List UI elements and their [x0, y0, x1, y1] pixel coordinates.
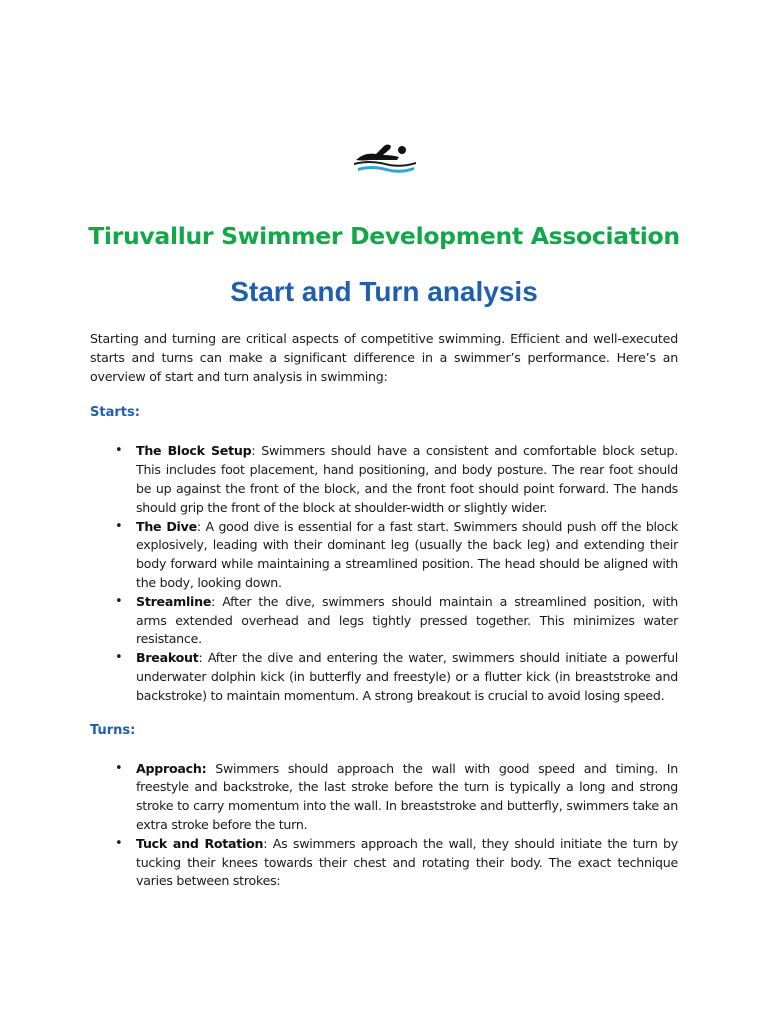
bullet-icon: •: [115, 760, 123, 776]
list-item-term: Approach:: [136, 760, 207, 776]
starts-list: [90, 442, 678, 705]
starts-heading: Starts:: [90, 405, 140, 421]
bullet-icon: •: [115, 518, 123, 534]
list-item: • Streamline: After the dive, swimmers should maintain a streamlined position, with arms extended overhead and legs tightly pressed together. This minimizes water resistance.: [115, 593, 678, 647]
list-item-text: A good dive is essential for a fast start. Swimmers should push off the block explosively, leading with their dominant leg (usually the back leg) and extending their body forward while maintaining a streamlined position. The head should be aligned with the body, looking down.: [136, 518, 678, 590]
list-item-text: Swimmers should approach the wall with good speed and timing. In freestyle and backstroke, the last stroke before the turn is typically a long and strong stroke to carry momentum into the wall. In breaststroke and butterfly, swimmers take an extra stroke before the turn.: [136, 760, 678, 832]
list-item-term: Tuck and Rotation: [136, 835, 264, 851]
intro-paragraph: Starting and turning are critical aspects of competitive swimming. Efficient and well-executed starts and turns can make a significant difference in a swimmer’s performance. Here’s an overview of start and turn analysis in swimming:: [90, 331, 678, 384]
turns-list: [90, 760, 678, 892]
list-item-term: Breakout: [136, 650, 199, 666]
bullet-icon: •: [115, 593, 123, 609]
document-body: [90, 330, 678, 891]
page-title: Start and Turn analysis: [230, 276, 538, 307]
swimmer-logo-icon: [350, 138, 420, 178]
list-item-text: As swimmers approach the wall, they should initiate the turn by tucking their knees towards their chest and rotating their body. The exact technique varies between strokes:: [136, 835, 678, 889]
list-item-text: Swimmers should have a consistent and comfortable block setup. This includes foot placement, hand positioning, and body posture. The rear foot should be up against the front of the block, and the front foot should point forward. The hands should grip the front of the block at shoulder-width or slightly wider.: [136, 443, 679, 515]
list-item-term: The Block Setup: [136, 443, 252, 459]
bullet-icon: •: [115, 835, 123, 851]
list-item: • The Dive: A good dive is essential for a fast start. Swimmers should push off the block explosively, leading with their dominant leg (usually the back leg) and extending their body forward while maintaining a streamlined position. The head should be aligned with the body, looking down.: [115, 518, 678, 590]
list-item-term: Streamline: [136, 593, 212, 609]
turns-heading: Turns:: [90, 722, 136, 738]
list-item: • The Block Setup: Swimmers should have a consistent and comfortable block setup. This includes foot placement, hand positioning, and body posture. The rear foot should be up against the front of the block, and the front foot should point forward. The hands should grip the front of the block at shoulder-width or slightly wider.: [115, 443, 679, 515]
list-item-text: After the dive and entering the water, swimmers should initiate a powerful underwater dolphin kick (in butterfly and freestyle) or a flutter kick (in breaststroke and backstroke) to maintain momentum. A strong breakout is crucial to avoid losing speed.: [136, 650, 678, 703]
list-item: • Breakout: After the dive and entering the water, swimmers should initiate a powerful underwater dolphin kick (in butterfly and freestyle) or a flutter kick (in breaststroke and backstroke) to maintain momentum. A strong breakout is crucial to avoid losing speed.: [115, 650, 678, 703]
list-item: [115, 760, 678, 835]
bullet-icon: •: [115, 650, 123, 666]
organization-title: Tiruvallur Swimmer Development Association: [88, 222, 680, 250]
list-item: • Tuck and Rotation: As swimmers approach the wall, they should initiate the turn by tucking their knees towards their chest and rotating their body. The exact technique varies between strokes:: [115, 835, 678, 889]
list-item-term: The Dive: [136, 518, 197, 534]
list-item-text: After the dive, swimmers should maintain a streamlined position, with arms extended overhead and legs tightly pressed together. This minimizes water resistance.: [136, 593, 678, 647]
bullet-icon: •: [115, 443, 123, 459]
